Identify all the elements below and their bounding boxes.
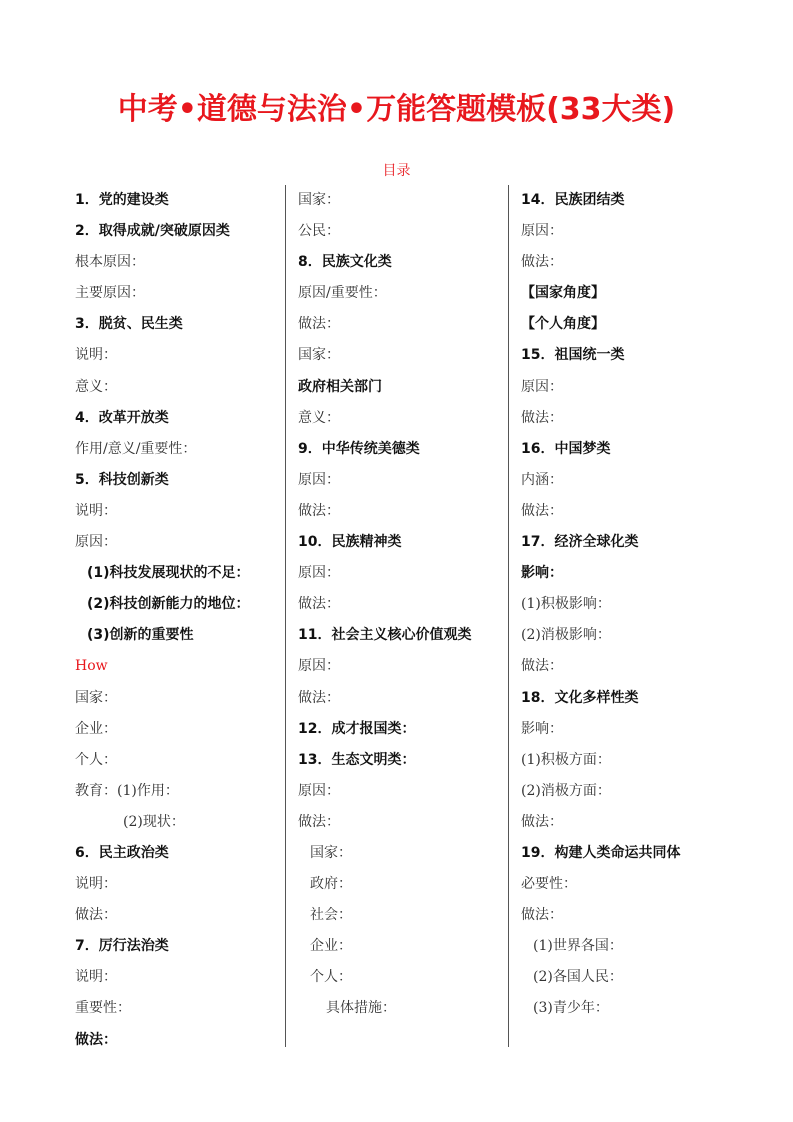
toc-item: 企业： [310, 938, 352, 955]
section-heading: 15．祖国统一类 [521, 347, 625, 364]
toc-item: 公民： [298, 223, 340, 240]
toc-item: 作用/意义/重要性： [75, 440, 197, 457]
toc-item: 做法： [298, 596, 340, 613]
toc-item: 根本原因： [75, 254, 145, 271]
section-heading: 1．党的建设类 [75, 192, 169, 208]
toc-item: 影响： [521, 720, 563, 737]
toc-item: 做法： [521, 409, 563, 426]
toc-item: 意义： [298, 409, 340, 426]
toc-item: 做法： [521, 254, 563, 271]
section-heading: 【个人角度】 [521, 316, 605, 333]
section-heading: 6．民主政治类 [75, 844, 169, 861]
toc-item: (1)积极方面： [521, 751, 611, 768]
toc-item: (2)消极影响： [521, 627, 611, 644]
toc-item: 国家： [310, 844, 352, 861]
toc-item: 国家： [75, 689, 117, 706]
toc-item: 做法： [521, 907, 563, 924]
toc-column-2 [298, 185, 503, 1025]
toc-item: 原因/重要性： [298, 285, 387, 302]
toc-item: (2)各国人民： [533, 969, 623, 986]
section-heading: 4．改革开放类 [75, 409, 169, 426]
section-heading: (1)科技发展现状的不足： [87, 565, 250, 582]
toc-item: 说明： [75, 876, 117, 893]
section-heading: 5．科技创新类 [75, 471, 169, 488]
section-heading: 3．脱贫、民生类 [75, 316, 183, 333]
toc-item: 国家： [298, 192, 340, 208]
toc-item: 国家： [298, 347, 340, 364]
toc-column-1 [75, 185, 280, 1056]
toc-item: 做法： [75, 907, 117, 924]
toc-item: 主要原因： [75, 285, 145, 302]
toc-item: 政府： [310, 876, 352, 893]
section-heading: 12．成才报国类： [298, 720, 416, 737]
toc-item: 重要性： [75, 1000, 131, 1017]
toc-item: 做法： [298, 813, 340, 830]
toc-label: 目录 [382, 163, 411, 179]
section-heading: 10．民族精神类 [298, 534, 402, 551]
toc-item: 做法： [521, 658, 563, 675]
section-heading: 16．中国梦类 [521, 440, 611, 457]
toc-item: 做法： [298, 689, 340, 706]
page-title: 中考•道德与法治•万能答题模板(33大类) [117, 92, 676, 127]
section-heading: 19．构建人类命运共同体 [521, 844, 681, 861]
toc-item: (1)世界各国： [533, 938, 623, 955]
toc-item: 做法： [521, 502, 563, 519]
toc-item: 具体措施： [326, 1000, 396, 1017]
toc-item: (2)消极方面： [521, 782, 611, 799]
toc-item: 原因： [298, 471, 340, 488]
section-heading: 17．经济全球化类 [521, 534, 639, 551]
section-heading: 9．中华传统美德类 [298, 440, 420, 457]
toc-item: (1)积极影响： [521, 596, 611, 613]
toc-item: 做法： [298, 316, 340, 333]
toc-item: 说明： [75, 347, 117, 364]
toc-column-3 [521, 185, 736, 1025]
toc-item: 企业： [75, 720, 117, 737]
toc-item: 原因： [521, 378, 563, 395]
toc-item: (3)青少年： [533, 1000, 609, 1017]
toc-item: How [75, 658, 108, 675]
section-heading: 8．民族文化类 [298, 254, 392, 271]
section-heading: 政府相关部门 [298, 378, 382, 395]
section-heading: 【国家角度】 [521, 285, 605, 302]
section-heading: (3)创新的重要性 [87, 627, 194, 644]
section-heading: (2)科技创新能力的地位： [87, 596, 250, 613]
toc-item: 说明： [75, 969, 117, 986]
toc-item: 说明： [75, 502, 117, 519]
column-divider [285, 185, 286, 1047]
toc-item: 做法： [521, 813, 563, 830]
toc-item: 做法： [298, 502, 340, 519]
toc-item: 教育：(1)作用： [75, 782, 179, 799]
section-heading: 7．厉行法治类 [75, 938, 169, 955]
toc-item: 社会： [310, 907, 352, 924]
toc-item: 原因： [521, 223, 563, 240]
section-heading: 做法： [75, 1031, 117, 1048]
toc-item: 必要性： [521, 876, 577, 893]
toc-item: 内涵： [521, 471, 563, 488]
section-heading: 11．社会主义核心价值观类 [298, 627, 472, 644]
toc-item: 原因： [298, 565, 340, 582]
toc-item: (2)现状： [123, 813, 185, 830]
column-divider [508, 185, 509, 1047]
section-heading: 18．文化多样性类 [521, 689, 639, 706]
toc-item: 原因： [75, 534, 117, 551]
toc-item: 原因： [298, 782, 340, 799]
section-heading: 14．民族团结类 [521, 192, 625, 208]
toc-item: 原因： [298, 658, 340, 675]
section-heading: 13．生态文明类： [298, 751, 416, 768]
section-heading: 影响： [521, 565, 563, 582]
toc-item: 个人： [310, 969, 352, 986]
toc-item: 意义： [75, 378, 117, 395]
toc-item: 个人： [75, 751, 117, 768]
section-heading: 2．取得成就/突破原因类 [75, 223, 230, 240]
